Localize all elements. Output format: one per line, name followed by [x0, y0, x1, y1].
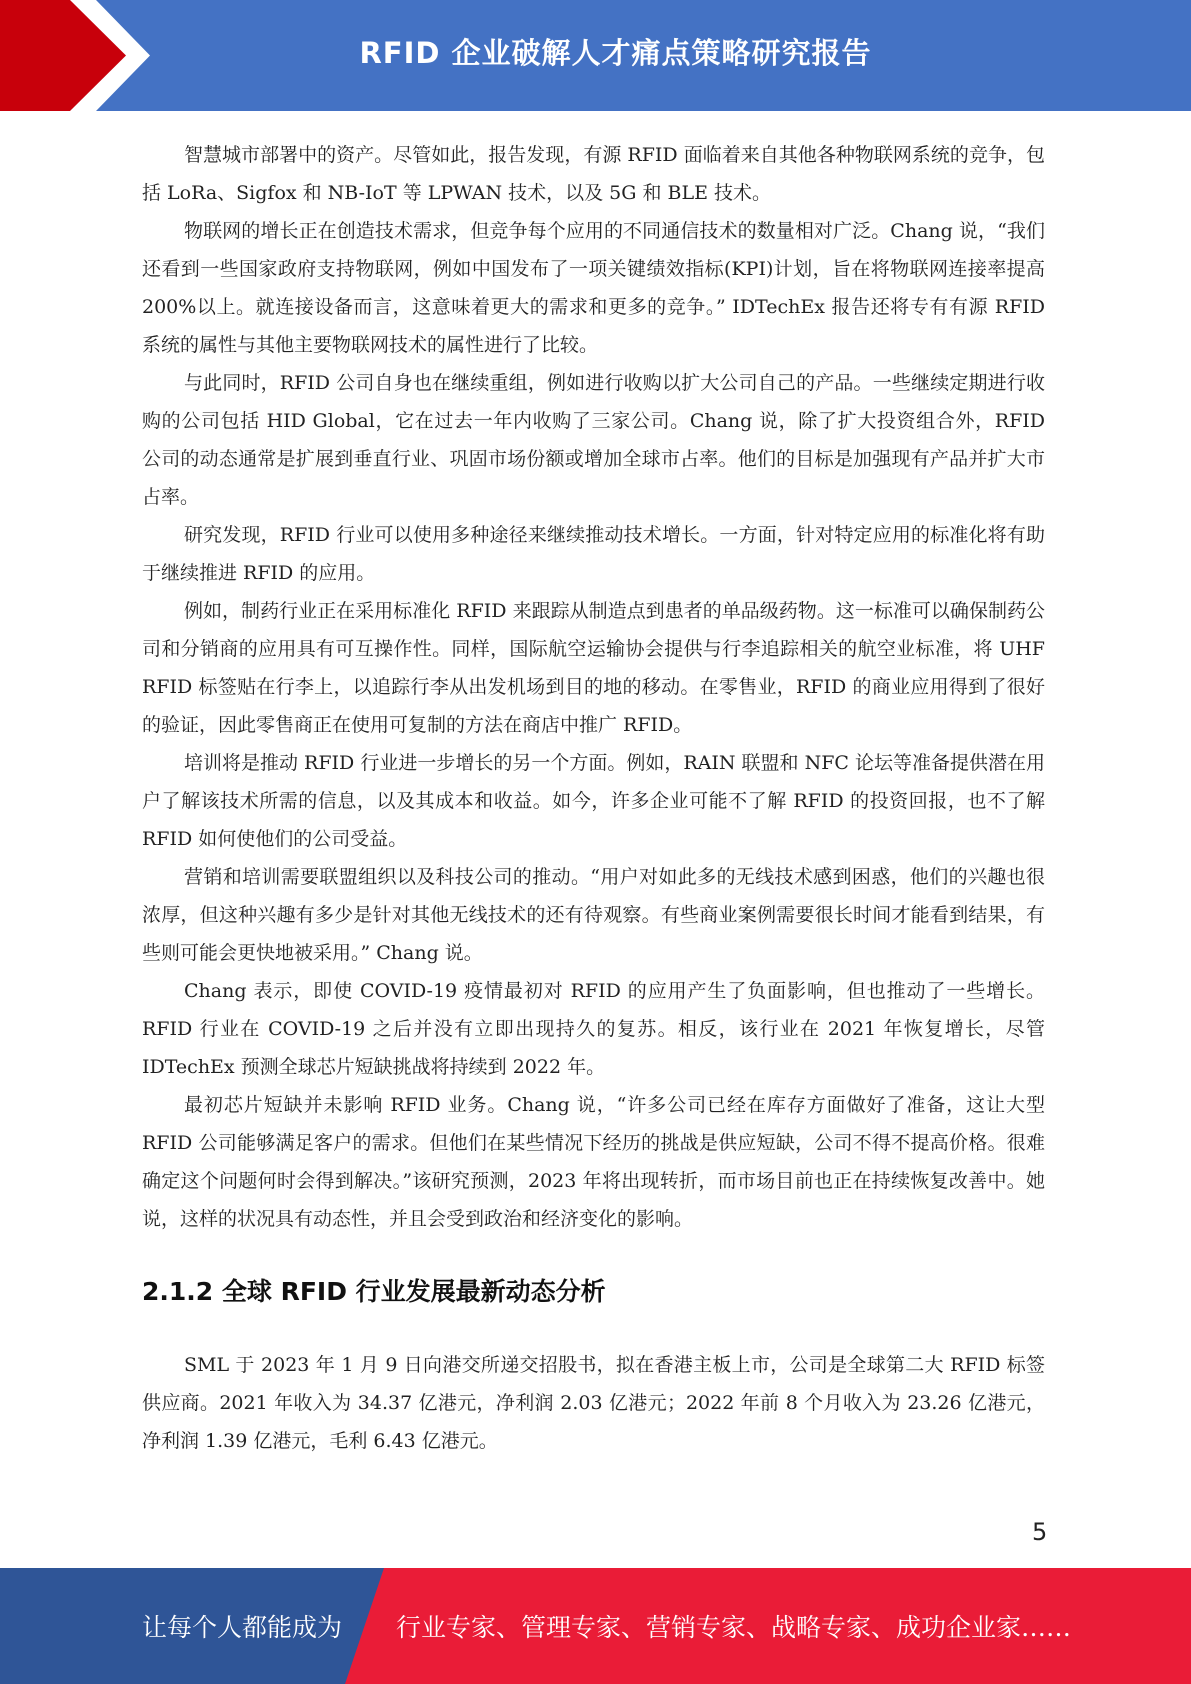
- body-paragraph-3: 与此同时，RFID 公司自身也在继续重组，例如进行收购以扩大公司自己的产品。一些继续定期进行收购的公司包括 HID Global，它在过去一年内收购了三家公司。Chang 说，除了扩大投资组合外，RFID 公司的动态通常是扩展到垂直行业、巩固市场份额或增加全球市占率。他们的目标是加强现有产品并扩大市占率。: [142, 372, 1045, 508]
- body-paragraph-5: 例如，制药行业正在采用标准化 RFID 来跟踪从制造点到患者的单品级药物。这一标准可以确保制药公司和分销商的应用具有可互操作性。同样，国际航空运输协会提供与行李追踪相关的航空业标准，将 UHF RFID 标签贴在行李上，以追踪行李从出发机场到目的地的移动。在零售业，RFID 的商业应用得到了很好的验证，因此零售商正在使用可复制的方法在商店中推广 RFID。: [142, 600, 1045, 736]
- document-body: [142, 136, 1045, 1460]
- footer-slogan-left: 让每个人都能成为: [142, 1613, 343, 1642]
- body-paragraph-1: 智慧城市部署中的资产。尽管如此，报告发现，有源 RFID 面临着来自其他各种物联网系统的竞争，包括 LoRa、Sigfox 和 NB-IoT 等 LPWAN 技术，以及 5G 和 BLE 技术。: [142, 144, 1045, 204]
- body-paragraph-2: 物联网的增长正在创造技术需求，但竞争每个应用的不同通信技术的数量相对广泛。Chang 说，“我们还看到一些国家政府支持物联网，例如中国发布了一项关键绩效指标(KPI)计划，旨在将物联网连接率提高 200%以上。就连接设备而言，这意味着更大的需求和更多的竞争。” IDTechEx 报告还将专有有源 RFID 系统的属性与其他主要物联网技术的属性进行了比较。: [142, 220, 1045, 356]
- page-number: 5: [1032, 1518, 1048, 1546]
- section-paragraph: SML 于 2023 年 1 月 9 日向港交所递交招股书，拟在香港主板上市，公司是全球第二大 RFID 标签供应商。2021 年收入为 34.37 亿港元，净利润 2.03 亿港元；2022 年前 8 个月收入为 23.26 亿港元，净利润 1.39 亿港元，毛利 6.43 亿港元。: [142, 1354, 1045, 1452]
- body-paragraph-8: Chang 表示，即使 COVID-19 疫情最初对 RFID 的应用产生了负面影响，但也推动了一些增长。RFID 行业在 COVID-19 之后并没有立即出现持久的复苏。相反，该行业在 2021 年恢复增长，尽管 IDTechEx 预测全球芯片短缺挑战将持续到 2022 年。: [142, 980, 1045, 1078]
- body-paragraph-9: 最初芯片短缺并未影响 RFID 业务。Chang 说，“许多公司已经在库存方面做好了准备，这让大型 RFID 公司能够满足客户的需求。但他们在某些情况下经历的挑战是供应短缺，公司不得不提高价格。很难确定这个问题何时会得到解决。”该研究预测，2023 年将出现转折，而市场目前也正在持续恢复改善中。她说，这样的状况具有动态性，并且会受到政治和经济变化的影响。: [142, 1094, 1045, 1230]
- footer-slogan-right: 行业专家、管理专家、营销专家、战略专家、成功企业家……: [396, 1613, 1072, 1642]
- section-heading: 2.1.2 全球 RFID 行业发展最新动态分析: [142, 1277, 606, 1306]
- body-paragraph-7: 营销和培训需要联盟组织以及科技公司的推动。“用户对如此多的无线技术感到困惑，他们的兴趣也很浓厚，但这种兴趣有多少是针对其他无线技术的还有待观察。有些商业案例需要很长时间才能看到结果，有些则可能会更快地被采用。” Chang 说。: [142, 866, 1045, 964]
- body-paragraph-6: 培训将是推动 RFID 行业进一步增长的另一个方面。例如，RAIN 联盟和 NFC 论坛等准备提供潜在用户了解该技术所需的信息，以及其成本和收益。如今，许多企业可能不了解 RFID 的投资回报，也不了解 RFID 如何使他们的公司受益。: [142, 752, 1045, 850]
- report-title: RFID 企业破解人才痛点策略研究报告: [359, 36, 872, 70]
- body-paragraph-4: 研究发现，RFID 行业可以使用多种途径来继续推动技术增长。一方面，针对特定应用的标准化将有助于继续推进 RFID 的应用。: [142, 524, 1045, 584]
- page-footer: [0, 1568, 1191, 1684]
- page-header: [0, 0, 1191, 111]
